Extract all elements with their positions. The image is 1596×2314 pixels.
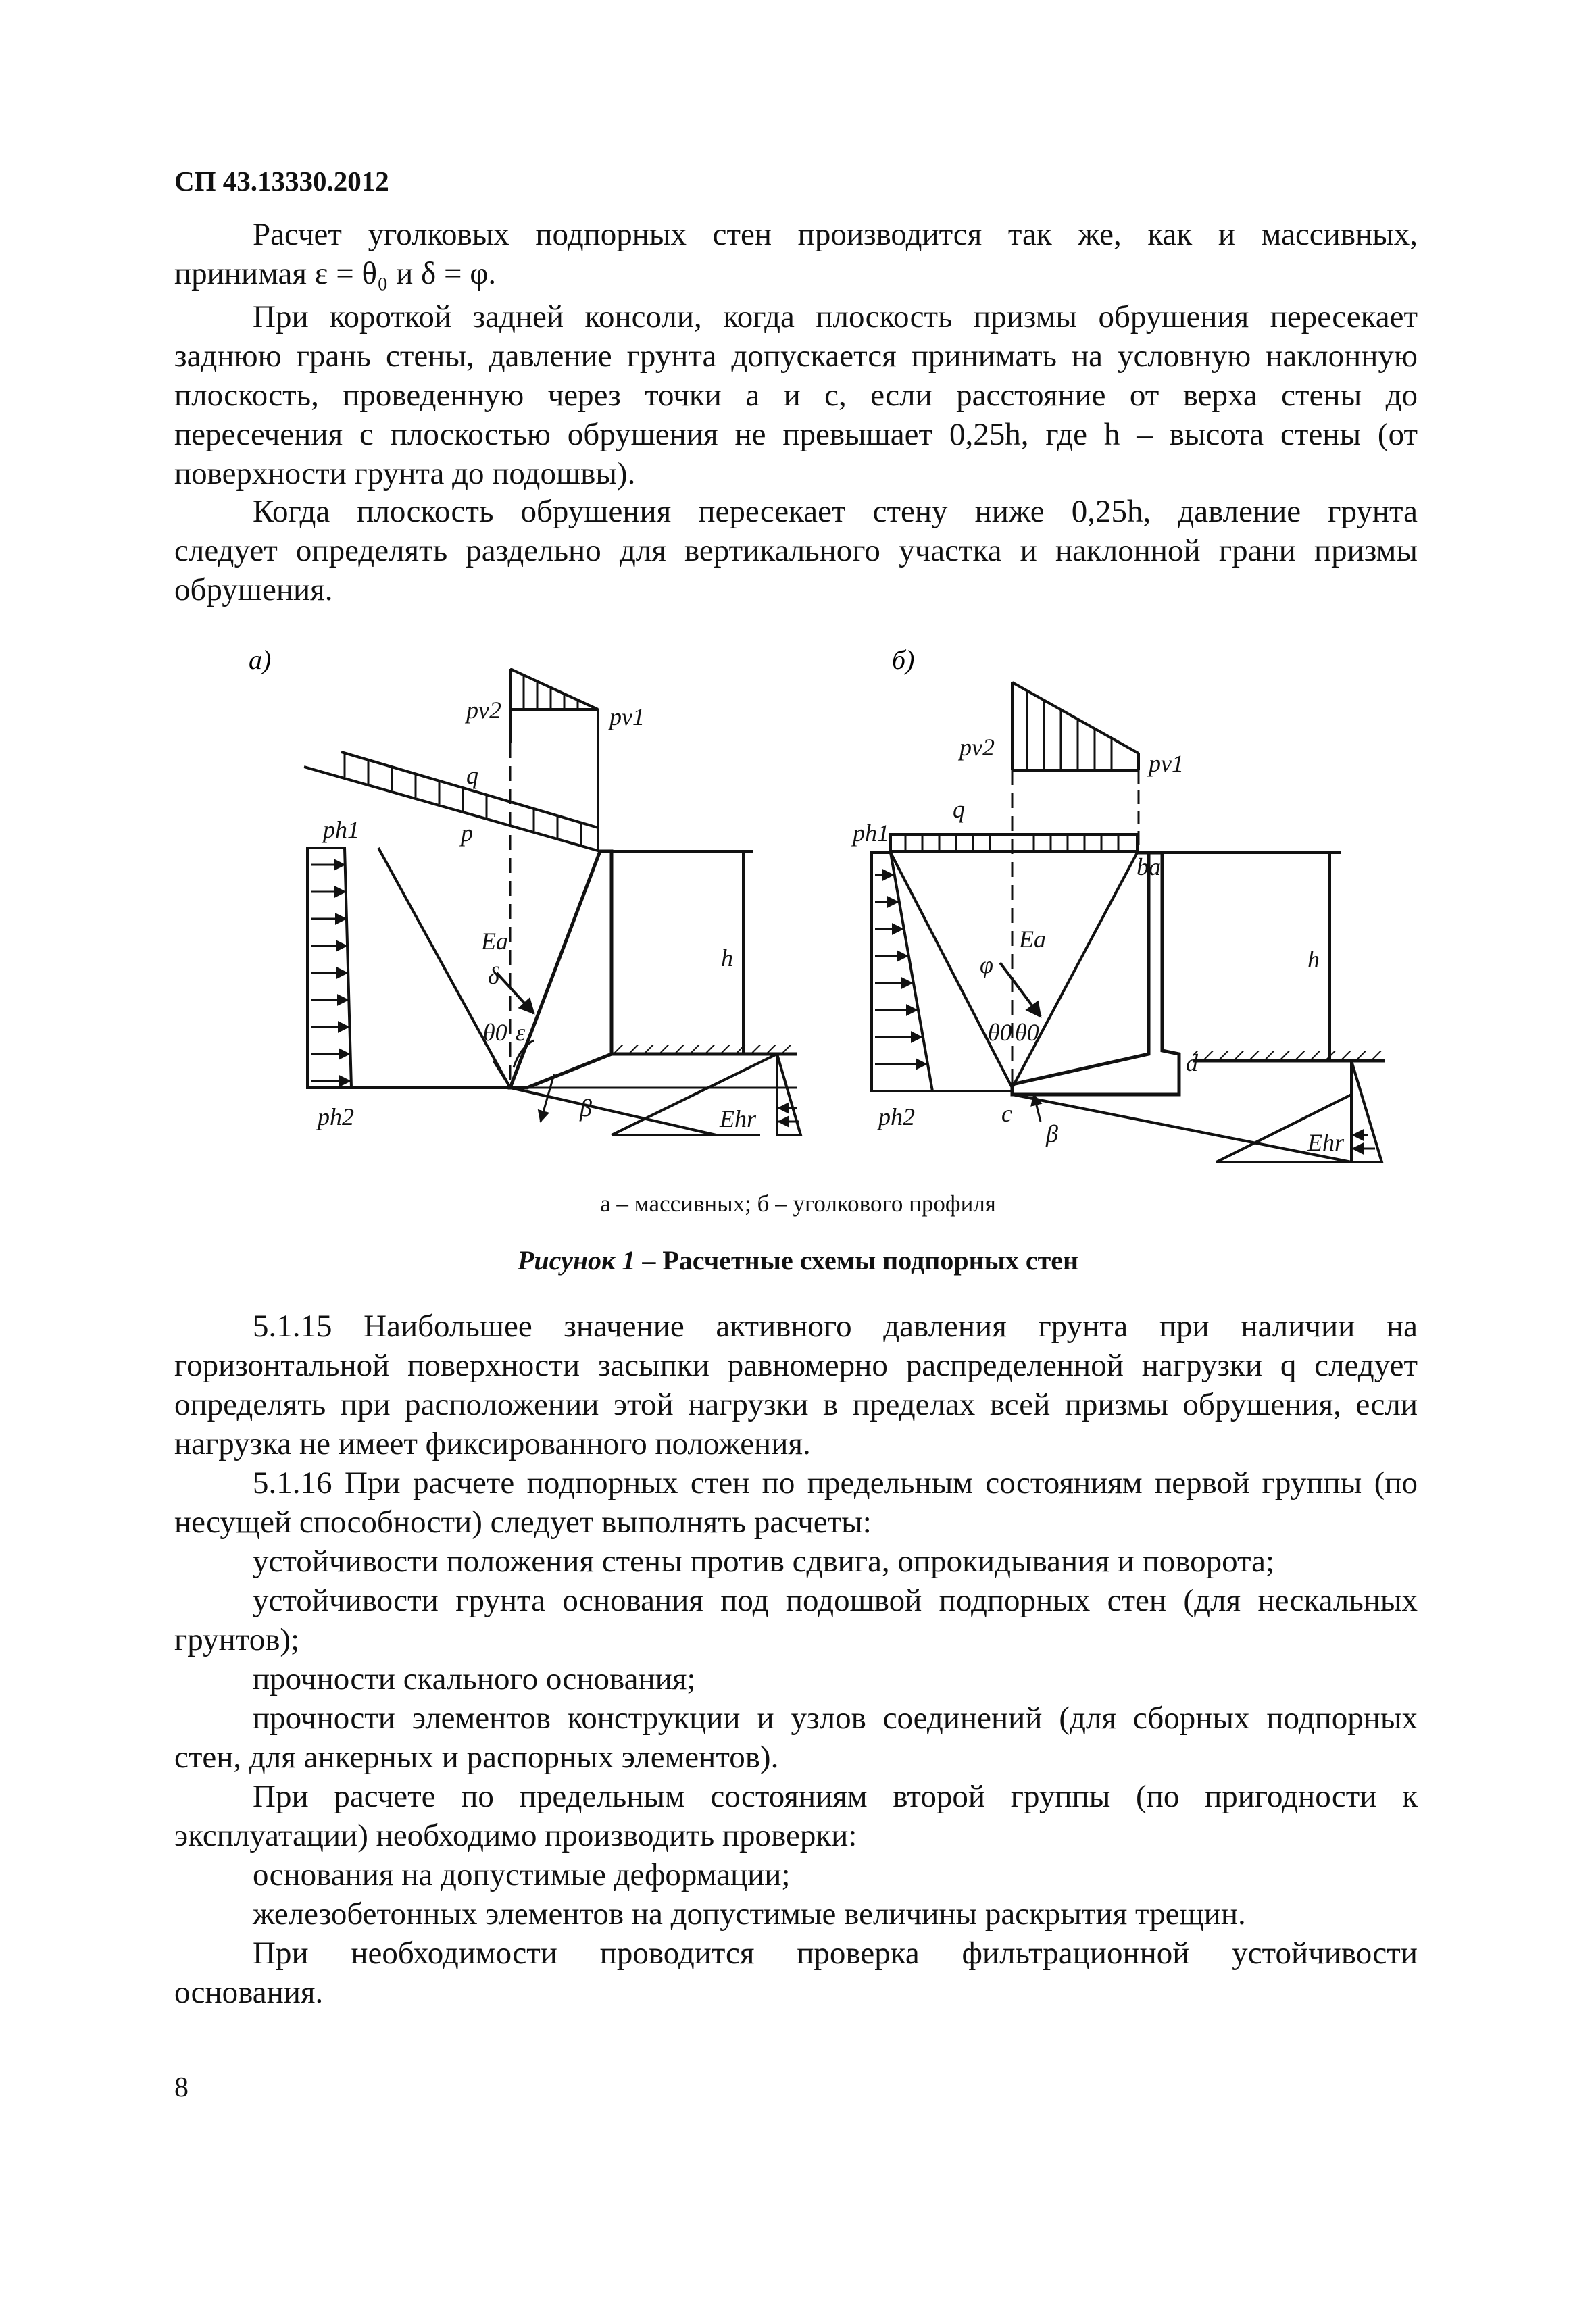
figure-a	[304, 669, 801, 1135]
text-line: железобетонных элементов на допустимые величины раскрытия трещин.	[253, 1896, 1246, 1932]
text-line: несущей способности) следует выполнять расчеты:	[174, 1505, 872, 1540]
label-ehr-b: Ehr	[1307, 1129, 1344, 1156]
figure-subcaption: а – массивных; б – уголкового профиля	[600, 1190, 996, 1217]
text-line: следует определять раздельно для вертикального участка и наклонной грани призмы	[174, 533, 1418, 568]
label-ph1-b: ph1	[853, 820, 889, 847]
text-line: устойчивости положения стены против сдвига, опрокидывания и поворота;	[253, 1544, 1275, 1579]
label-h-b: h	[1307, 946, 1320, 973]
label-ph1-a: ph1	[323, 816, 359, 843]
label-ph2-a: ph2	[318, 1103, 354, 1130]
document-code: СП 43.13330.2012	[174, 166, 389, 197]
label-c-b: c	[1001, 1100, 1012, 1127]
paragraph-5-1-15	[174, 1307, 1418, 1463]
text-line: стен, для анкерных и распорных элементов).	[174, 1740, 779, 1775]
figure-caption	[0, 1244, 1596, 1276]
label-theta-b: θ0	[988, 1019, 1012, 1046]
text-line: 5.1.15 Наибольшее значение активного давления грунта при наличии на	[253, 1309, 1418, 1344]
label-q-a: q	[466, 762, 478, 789]
label-pv1-a: pv1	[609, 703, 645, 730]
paragraph-intro-3	[174, 492, 1418, 609]
text-line: Когда плоскость обрушения пересекает стену ниже 0,25h, давление грунта	[253, 494, 1418, 529]
paragraph-intro-2	[174, 297, 1418, 493]
text-line: При расчете по предельным состояниям второй группы (по пригодности к	[253, 1779, 1418, 1814]
label-ea-a: Ea	[481, 928, 508, 955]
label-pv2-a: pv2	[466, 697, 501, 724]
text-line: пересечения с плоскостью обрушения не превышает 0,25h, где h – высота стены (от	[174, 417, 1418, 452]
figure-b-label: б)	[892, 645, 915, 675]
text-line: горизонтальной поверхности засыпки равномерно распределенной нагрузки q следует	[174, 1348, 1418, 1383]
text-line: принимая ε = θ₀ и δ = φ.	[174, 256, 497, 291]
label-q-b: q	[953, 796, 965, 823]
label-ba-b: ba	[1137, 853, 1161, 880]
text-line: грунтов);	[174, 1622, 300, 1657]
text-line: определять при расположении этой нагрузки в пределах всей призмы обрушения, если	[174, 1387, 1418, 1422]
text-line: При короткой задней консоли, когда плоскость призмы обрушения пересекает	[253, 299, 1418, 334]
label-beta-b: β	[1046, 1120, 1058, 1147]
label-theta-a: θ0	[483, 1019, 507, 1046]
figure-caption-text: – Расчетные схемы подпорных стен	[635, 1245, 1079, 1276]
label-phi-b: φ	[980, 951, 993, 978]
label-ehr-a: Ehr	[720, 1105, 756, 1132]
label-ph2-b: ph2	[878, 1103, 915, 1130]
page-number: 8	[174, 2072, 189, 2103]
text-line: прочности скального основания;	[253, 1661, 696, 1696]
paragraph-intro-1	[174, 215, 1418, 293]
label-ea-b: Ea	[1019, 926, 1046, 953]
label-pv2-b: pv2	[959, 734, 995, 761]
text-line: заднюю грань стены, давление грунта допускается принимать на условную наклонную	[174, 338, 1418, 374]
text-line: основания.	[174, 1975, 324, 2010]
label-d-b: d	[1186, 1049, 1198, 1076]
text-line: 5.1.16 При расчете подпорных стен по предельным состояниям первой группы (по	[253, 1465, 1418, 1501]
text-line: Расчет уголковых подпорных стен производится так же, как и массивных,	[253, 217, 1418, 252]
text-line: поверхности грунта до подошвы).	[174, 456, 636, 491]
text-line: основания на допустимые деформации;	[253, 1857, 791, 1892]
label-theta2-b: θ0	[1015, 1019, 1039, 1046]
figure-caption-label: Рисунок 1	[517, 1245, 636, 1276]
text-line: При необходимости проводится проверка фильтрационной устойчивости	[253, 1936, 1418, 1971]
label-beta-a: β	[580, 1095, 592, 1122]
text-line: эксплуатации) необходимо производить проверки:	[174, 1818, 857, 1853]
text-line: прочности элементов конструкции и узлов соединений (для сборных подпорных	[253, 1701, 1418, 1736]
text-line: устойчивости грунта основания под подошвой подпорных стен (для нескальных	[253, 1583, 1418, 1618]
label-h-a: h	[721, 945, 733, 972]
label-eps-a: ε	[516, 1019, 526, 1046]
figure-retaining-walls	[0, 635, 1596, 1189]
text-line: плоскость, проведенную через точки a и c, если расстояние от верха стены до	[174, 378, 1418, 413]
figure-b	[872, 682, 1385, 1162]
label-delta-a: δ	[488, 962, 499, 989]
text-line: нагрузка не имеет фиксированного положения.	[174, 1426, 811, 1461]
paragraph-5-1-16	[174, 1463, 1418, 2012]
figure-a-label: а)	[249, 645, 272, 675]
label-p-a: p	[461, 820, 473, 847]
label-pv1-b: pv1	[1149, 750, 1184, 777]
text-line: обрушения.	[174, 572, 333, 607]
